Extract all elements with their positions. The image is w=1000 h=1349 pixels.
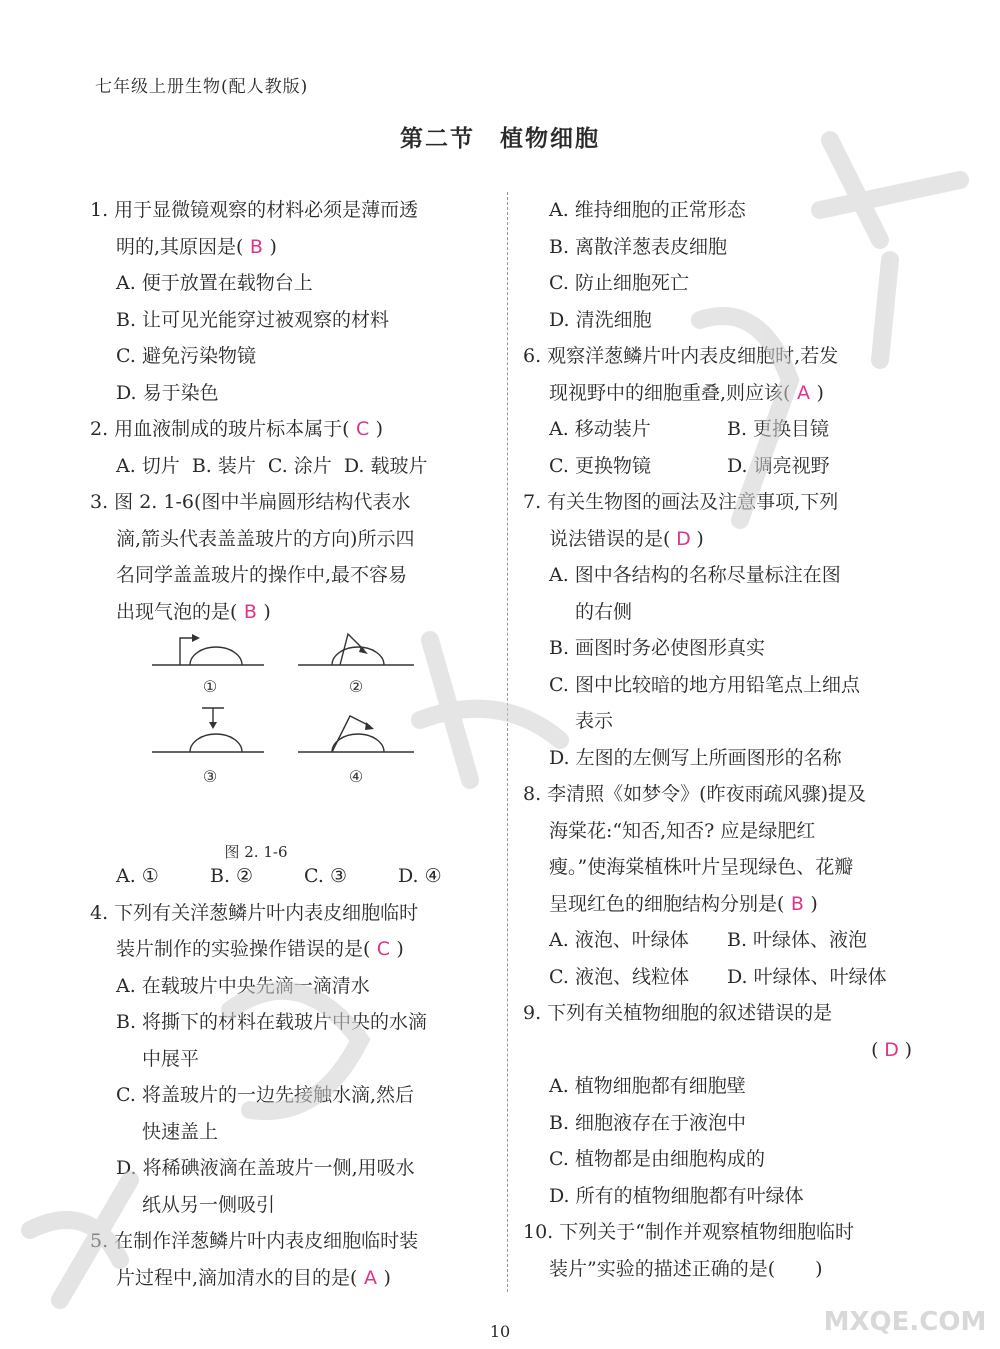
q4-option-c-1: C. 将盖玻片的一边先接触水滴,然后: [116, 1084, 414, 1106]
q8-stem-1: 8. 李清照《如梦令》(昨夜雨疏风骤)提及: [523, 783, 866, 805]
q1-option-d: D. 易于染色: [116, 381, 219, 404]
q10-stem-1: 10. 下列关于“制作并观察植物细胞临时: [523, 1221, 854, 1243]
q8-option-b: B. 叶绿体、液泡: [727, 929, 868, 951]
q8-stem-4: 呈现红色的细胞结构分别是( B ): [523, 886, 918, 923]
q3-stem-4: 出现气泡的是( B ): [90, 594, 490, 631]
q6-option-a: A. 移动装片: [549, 418, 651, 440]
q8-stem-2: 海棠花:“知否,知否? 应是绿肥红: [549, 819, 816, 842]
right-column: [523, 192, 918, 1287]
q7-option-a-1: A. 图中各结构的名称尽量标注在图: [549, 564, 841, 586]
q9-stem-1: 9. 下列有关植物细胞的叙述错误的是: [523, 1002, 833, 1024]
q7-option-a-2: 的右侧: [575, 600, 633, 623]
q4-stem-2: 装片制作的实验操作错误的是( C ): [90, 931, 490, 968]
q3-stem-3: 名同学盖盖玻片的操作中,最不容易: [116, 564, 408, 586]
q7-option-b: B. 画图时务必使图形真实: [549, 637, 766, 659]
q9-option-b: B. 细胞液存在于液泡中: [549, 1111, 747, 1134]
q5-stem-1: 5. 在制作洋葱鳞片叶内表皮细胞临时装: [90, 1230, 419, 1252]
q8-option-c: C. 液泡、线粒体: [549, 965, 689, 988]
figure-label-1: ①: [202, 677, 218, 696]
q8-option-a: A. 液泡、叶绿体: [549, 929, 689, 951]
q8-option-d: D. 叶绿体、叶绿体: [727, 965, 887, 988]
page-number: 10: [489, 1322, 511, 1341]
figure-label-2: ②: [348, 677, 364, 696]
q1-answer: B: [249, 235, 263, 258]
q5-option-d: D. 清洗细胞: [549, 308, 652, 331]
q3-option-c: C. ③: [304, 865, 347, 887]
q6-option-d: D. 调亮视野: [727, 454, 830, 477]
q6-answer: A: [796, 381, 810, 404]
q1-stem-1: 1. 用于显微镜观察的材料必须是薄而透: [90, 199, 419, 221]
q9-option-a: A. 植物细胞都有细胞壁: [549, 1075, 746, 1097]
q7-option-c-1: C. 图中比较暗的地方用铅笔点上细点: [549, 673, 860, 696]
q4-option-b-1: B. 将撕下的材料在载玻片中央的水滴: [116, 1011, 428, 1033]
q4-option-b-2: 中展平: [142, 1047, 200, 1070]
q7-option-d: D. 左图的左侧写上所画图形的名称: [549, 746, 842, 769]
q7-stem-2: 说法错误的是( D ): [523, 521, 918, 558]
q4-option-d-1: D. 将稀碘液滴在盖玻片一侧,用吸水: [116, 1157, 415, 1179]
q4-option-d-2: 纸从另一侧吸引: [142, 1193, 276, 1216]
q1-stem-2: 明的,其原因是( B ): [90, 229, 490, 266]
q6-options-cd: [523, 448, 918, 485]
q3-option-d: D. ④: [398, 865, 442, 887]
q5-option-a: A. 维持细胞的正常形态: [549, 199, 746, 221]
q1-option-c: C. 避免污染物镜: [116, 345, 256, 367]
q6-stem-2: 现视野中的细胞重叠,则应该( A ): [523, 375, 918, 412]
q2-option-d: D. 载玻片: [343, 454, 428, 477]
q7-stem-1: 7. 有关生物图的画法及注意事项,下列: [523, 491, 839, 513]
q2-options: [90, 448, 490, 485]
figure-label-3: ③: [202, 767, 218, 786]
section-title: 第二节 植物细胞: [400, 125, 600, 152]
q3-stem-2: 滴,箭头代表盖盖玻片的方向)所示四: [116, 527, 415, 550]
q6-option-c: C. 更换物镜: [549, 454, 651, 477]
q9-stem-2: ( D ): [523, 1032, 918, 1069]
q8-stem-3: 瘦。”使海棠植株叶片呈现绿色、花瓣: [549, 856, 854, 878]
q5-answer: A: [363, 1266, 377, 1289]
q8-options-cd: [523, 959, 918, 996]
q10-stem-2: 装片”实验的描述正确的是( ): [549, 1257, 823, 1280]
q6-options-ab: [523, 411, 918, 448]
q5-stem-2: 片过程中,滴加清水的目的是( A ): [90, 1260, 490, 1297]
q6-stem-1: 6. 观察洋葱鳞片叶内表皮细胞时,若发: [523, 345, 839, 367]
q5-option-b: B. 离散洋葱表皮细胞: [549, 235, 728, 258]
page-header: 七年级上册生物(配人教版): [95, 77, 309, 97]
q2-option-a: A. 切片: [116, 454, 180, 477]
figure-label-4: ④: [348, 767, 364, 786]
q9-answer: D: [884, 1038, 899, 1061]
figure-coverslip: [152, 630, 420, 861]
q4-option-a: A. 在载玻片中央先滴一滴清水: [116, 974, 370, 997]
q8-options-ab: [523, 922, 918, 959]
watermark-site-text: MXQE.COM: [823, 1307, 987, 1337]
q3-option-b: B. ②: [210, 865, 254, 887]
figure-caption: 图 2. 1-6: [224, 843, 288, 861]
q2-option-c: C. 涂片: [267, 454, 332, 477]
q9-option-c: C. 植物都是由细胞构成的: [549, 1148, 765, 1170]
column-divider: [507, 192, 508, 1292]
q7-option-c-2: 表示: [575, 710, 614, 732]
q6-option-b: B. 更换目镜: [727, 418, 830, 440]
q4-option-c-2: 快速盖上: [142, 1120, 219, 1143]
q2-stem: 2. 用血液制成的玻片标本属于( C ): [90, 411, 490, 448]
q1-option-a: A. 便于放置在载物台上: [116, 272, 313, 294]
q1-option-b: B. 让可见光能穿过被观察的材料: [116, 308, 390, 331]
q4-stem-1: 4. 下列有关洋葱鳞片叶内表皮细胞临时: [90, 901, 419, 924]
left-column: [90, 192, 490, 1296]
q2-answer: C: [355, 418, 370, 440]
figure-diagram: [152, 630, 420, 830]
q3-option-a: A. ①: [116, 865, 159, 887]
q9-option-d: D. 所有的植物细胞都有叶绿体: [549, 1184, 804, 1207]
q7-answer: D: [676, 527, 691, 550]
q2-option-b: B. 装片: [191, 454, 256, 477]
q3-answer: B: [243, 600, 257, 623]
q8-answer: B: [790, 892, 804, 915]
q4-answer: C: [376, 938, 391, 960]
q3-stem-1: 3. 图 2. 1-6(图中半扁圆形结构代表水: [90, 491, 411, 513]
q5-option-c: C. 防止细胞死亡: [549, 272, 689, 294]
